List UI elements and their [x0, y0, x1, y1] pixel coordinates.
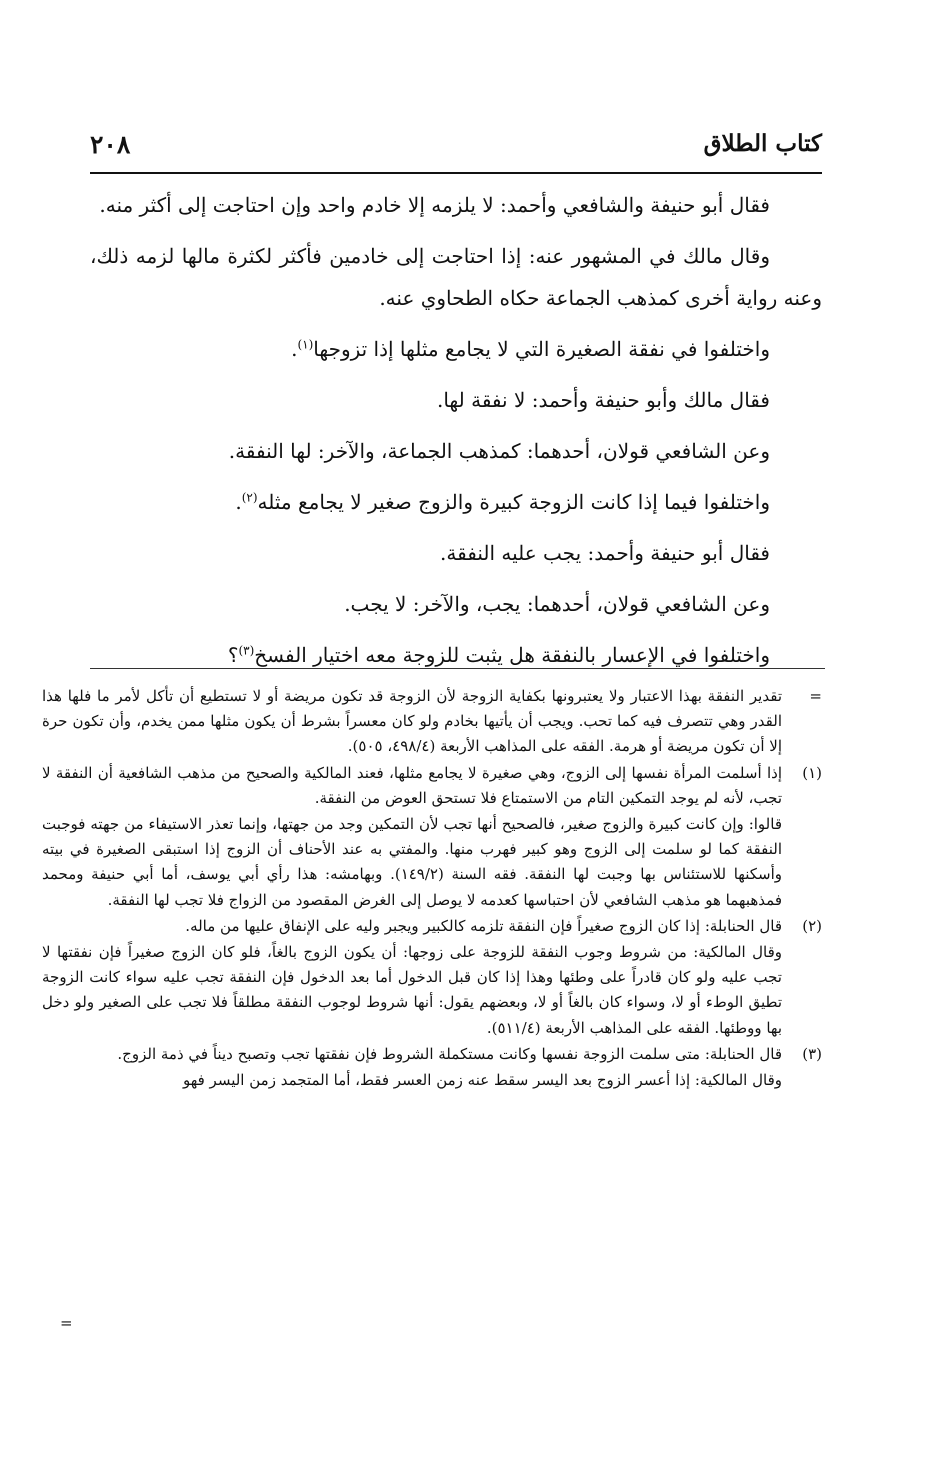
- footnote-ref: (١): [297, 337, 314, 352]
- footnote: [42, 812, 822, 913]
- footnote: [42, 684, 822, 760]
- footnote-ref: (٣): [238, 643, 255, 658]
- footnote-marker: (٣): [802, 1044, 822, 1063]
- footnote: [42, 914, 822, 939]
- main-paragraph: وعن الشافعي قولان، أحدهما: كمذهب الجماعة، والآخر: لها النفقة.: [228, 439, 770, 463]
- main-text: [90, 184, 822, 685]
- footnote: [42, 1042, 822, 1067]
- main-paragraph: فقال مالك وأبو حنيفة وأحمد: لا نفقة لها.: [436, 388, 770, 412]
- main-paragraph: وقال مالك في المشهور عنه: إذا احتاجت إلى خادمين فأكثر لكثرة مالها لزمه ذلك، وعنه رواية أخرى كمذهب الجماعة حكاه الطحاوي عنه.: [90, 244, 822, 310]
- footnote-marker: =: [809, 687, 822, 705]
- header-rule: [90, 172, 822, 174]
- footnote-text: قالوا: وإن كانت كبيرة والزوج صغير، فالصحيح أنها تجب لأن التمكين وجد من جهتها، وإنما تعذر الاستيفاء من جهته فوجبت النفقة كما لو سلمت إلى الزوج وهو كبير فهرب منها. والمفتي به عند الأحناف أن الزوج إذا استبقى الصغيرة في بيته وأسكنها للاستئناس بها وجبت لها النفقة. فقه السنة (١٤٩/٢). وبهامشه: هذا رأي أبي يوسف، أما أبي حنيفة ومحمد فمذهبهما هو مذهب الشافعي لأن احتباسها كعدمه لا يوصل إلى الغرض المقصود من الزواج فلا تجب لها النفقة.: [42, 815, 782, 909]
- footnote-text: تقدير النفقة بهذا الاعتبار ولا يعتبرونها بكفاية الزوجة لأن الزوجة قد تكون مريضة أو لا تستطيع أن تأكل لأمر ما فلها هذا القدر وهي تتصرف فيه كما تحب. ويجب أن يأتيها بخادم ولو كان معسراً بشرط أن يكون مثلها ممن يخدم، وأن تكون حرة إلا أن تكون مريضة أو هرمة. الفقه على المذاهب الأربعة (٤٩٨/٤، ٥٠٥).: [42, 687, 782, 756]
- footnote-marker: (٢): [802, 916, 822, 935]
- footnote: [42, 1068, 822, 1093]
- footnote: [42, 940, 822, 1041]
- footnote-separator: [90, 668, 825, 669]
- main-paragraph: فقال أبو حنيفة وأحمد: يجب عليه النفقة.: [440, 541, 770, 565]
- page-header: [90, 130, 822, 166]
- main-paragraph: فقال أبو حنيفة والشافعي وأحمد: لا يلزمه إلا خادم واحد وإن احتاجت إلى أكثر منه.: [99, 193, 770, 217]
- footnote-text: إذا أسلمت المرأة نفسها إلى الزوج، وهي صغيرة لا يجامع مثلها، فعند المالكية والصحيح من مذهب الشافعية أن النفقة لا تجب، لأنه لم يوجد التمكين التام من الاستمتاع فلا تستحق العوض من النفقة.: [42, 763, 782, 807]
- footnote-ref: (٢): [241, 490, 258, 505]
- footnote-text: قال الحنابلة: متى سلمت الزوجة نفسها وكانت مستكملة الشروط فإن نفقتها تجب وتصبح ديناً في ذمة الزوج.: [117, 1044, 782, 1063]
- footnote-marker: (١): [802, 763, 822, 782]
- chapter-title: كتاب الطلاق: [703, 130, 822, 157]
- footnote-text: وقال المالكية: إذا أعسر الزوج بعد اليسر سقط عنه زمن العسر فقط، أما المتجمد زمن اليسر فهو: [182, 1071, 782, 1090]
- footnotes: [42, 684, 822, 1094]
- footnote-text: وقال المالكية: من شروط وجوب النفقة للزوجة على زوجها: أن يكون الزوج بالغاً، فلو كان الزوج صغيراً فإن نفقتها لا تجب عليه ولو كان قادراً على وطئها وهذا إذا كان قبل الدخول أما بعد الدخول فإن النفقة تجب عليه سواء كانت الزوجة تطيق الوطء أو لا، وسواء كان بالغاً أو لا، وبعضهم يقول: أنها شروط لوجوب النفقة مطلقاً فلا تجب على الصغير ولو دخل بها ووطئها. الفقه على المذاهب الأربعة (٥١١/٤).: [42, 943, 782, 1037]
- main-paragraph: واختلفوا في نفقة الصغيرة التي لا يجامع مثلها إذا تزوجها$^{(١)}$.: [291, 337, 770, 361]
- footnote: [42, 761, 822, 811]
- main-paragraph: وعن الشافعي قولان، أحدهما: يجب، والآخر: لا يجب.: [344, 592, 770, 616]
- page-number: ٢٠٨: [90, 130, 131, 159]
- main-paragraph: واختلفوا في الإعسار بالنفقة هل يثبت للزوجة معه اختيار الفسخ$^{(٣)}$؟: [227, 643, 770, 667]
- continuation-marker: =: [60, 1314, 73, 1332]
- main-paragraph: واختلفوا فيما إذا كانت الزوجة كبيرة والزوج صغير لا يجامع مثله$^{(٢)}$.: [235, 490, 770, 514]
- footnote-text: قال الحنابلة: إذا كان الزوج صغيراً فإن النفقة تلزمه كالكبير ويجبر وليه على الإنفاق عليها من ماله.: [185, 916, 782, 935]
